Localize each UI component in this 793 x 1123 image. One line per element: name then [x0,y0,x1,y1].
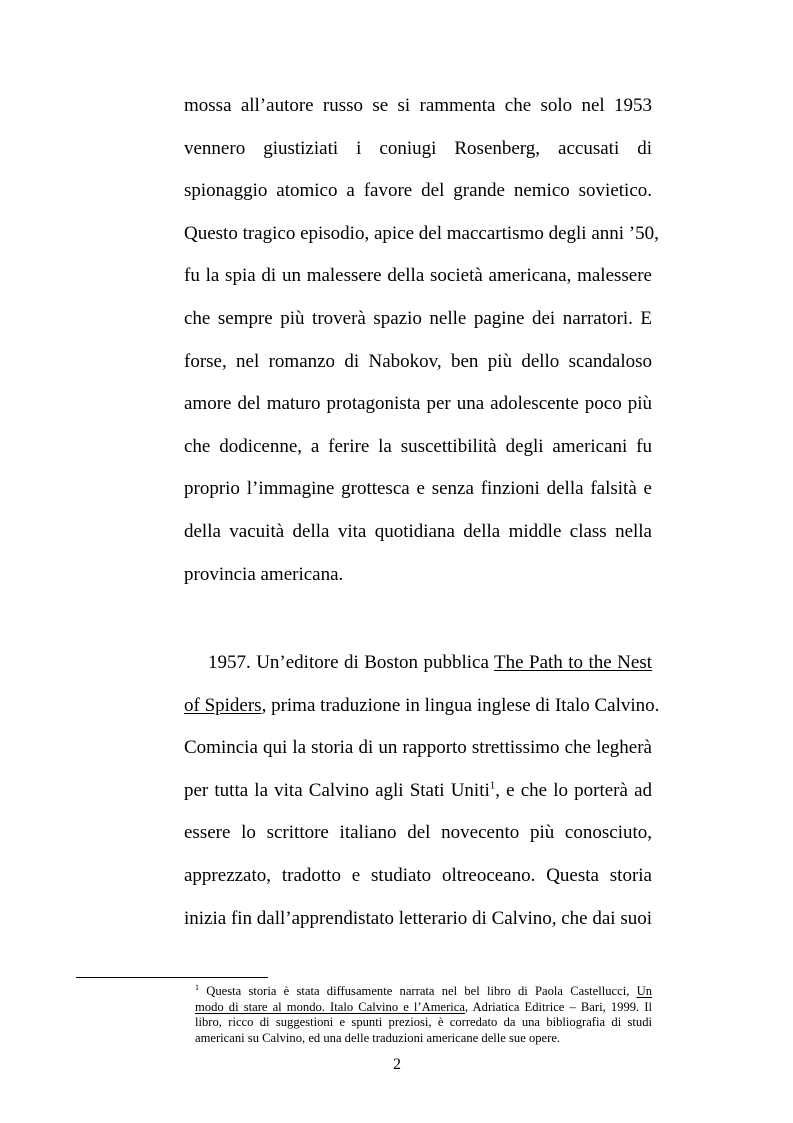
text-line: apprezzato, tradotto e studiato oltreoceano. Questa storia [184,864,652,886]
text-line [184,770,652,813]
text-line: spionaggio atomico a favore del grande nemico sovietico. [184,180,652,202]
text-line: provincia americana. [184,563,344,585]
text-segment: , Adriatica Editrice – Bari, 1999. Il [464,999,652,1014]
footnote [195,984,652,1046]
footnote-line: libro, ricco di suggestioni e spunti preziosi, è corredato da una bibliografia di studi [195,1015,652,1029]
text-line: mossa all’autore russo se si rammenta che solo nel 1953 [184,95,652,116]
body-paragraph-2 [184,642,660,940]
text-line: essere lo scrittore italiano del novecento più conosciuto, [184,822,652,844]
text-line: Questo tragico episodio, apice del maccartismo degli anni ’50, [184,222,659,244]
text-segment: , e che lo porterà ad [495,779,653,801]
text-segment: per tutta la vita Calvino agli Stati Uniti [184,779,490,801]
text-line: amore del maturo protagonista per una adolescente poco più [184,393,652,415]
text-line: proprio l’immagine grottesca e senza finzioni della falsità e [184,478,652,500]
footnote-marker: 1 [195,982,199,992]
text-line: inizia fin dall’apprendistato letterario di Calvino, che dai suoi [184,907,652,929]
text-line: vennero giustiziati i coniugi Rosenberg, accusati di [184,137,652,159]
text-line: che dodicenne, a ferire la suscettibilità degli americani fu [184,435,652,457]
footnote-line [195,984,652,1000]
body-paragraph-1 [184,85,659,596]
text-segment: 1957. Un’editore di Boston pubblica [208,652,495,673]
book-title: The Path to the Nest [494,652,652,673]
cited-title: Un [636,984,652,998]
text-line: della vacuità della vita quotidiana della middle class nella [184,520,652,542]
cited-title: modo di stare al mondo. Italo Calvino e l’America [195,999,465,1014]
footnote-reference[interactable]: 1 [489,779,496,792]
text-segment: Questa storia è stata diffusamente narrata nel bel libro di Paola Castellucci, [199,984,637,998]
footnote-line [195,1000,652,1016]
text-line [184,642,652,685]
text-line: che sempre più troverà spazio nelle pagine dei narratori. E [184,307,652,329]
footnote-line: americani su Calvino, ed una delle traduzioni americane delle sue opere. [195,1030,561,1045]
page-number: 2 [393,1056,401,1073]
book-title: of Spiders [184,694,262,716]
footnote-separator [76,977,268,978]
text-line: Comincia qui la storia di un rapporto strettissimo che legherà [184,737,652,759]
text-line [184,685,660,728]
text-line: fu la spia di un malessere della società americana, malessere [184,265,652,287]
text-line: forse, nel romanzo di Nabokov, ben più dello scandaloso [184,350,652,372]
text-segment: , prima traduzione in lingua inglese di Italo Calvino. [261,694,660,716]
